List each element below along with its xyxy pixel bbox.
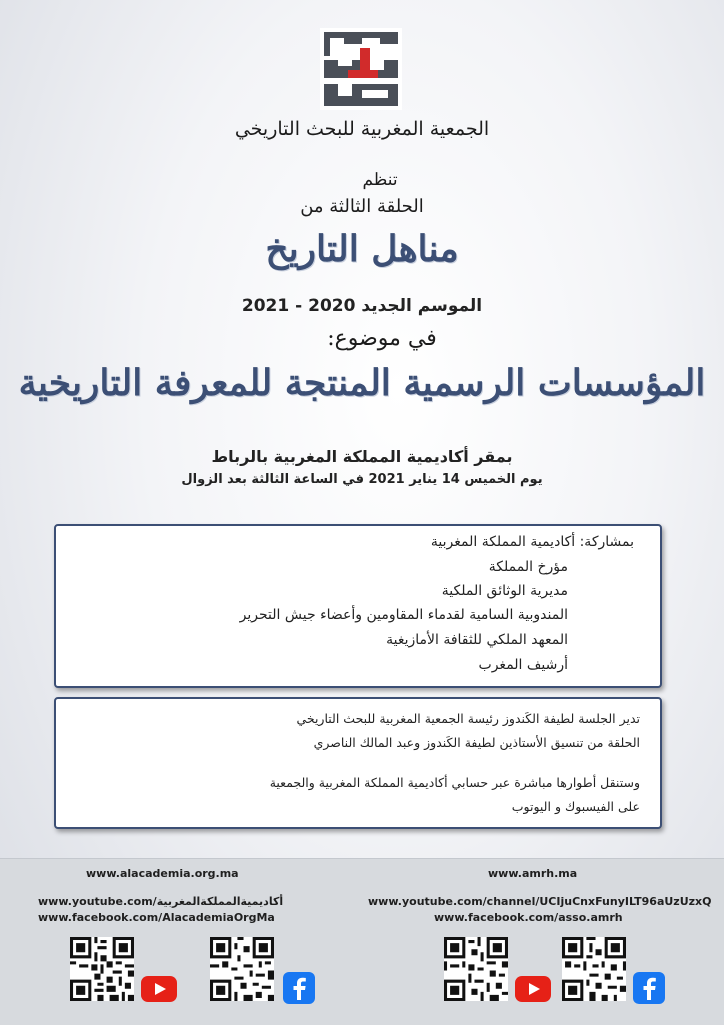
facebook-icon[interactable]	[632, 971, 666, 1005]
episode-label: الحلقة الثالثة من	[300, 196, 424, 217]
organizes-label: تنظم	[362, 170, 398, 190]
organization-name: الجمعية المغربية للبحث التاريخي	[234, 118, 490, 140]
series-title: مناهل التاريخ	[265, 228, 459, 270]
participant-item: مؤرخ المملكة	[488, 559, 568, 575]
session-chair: تدير الجلسة لطيفة الكَندوز رئيسة الجمعية المغربية للبحث التاريخي	[296, 711, 640, 726]
participant-item: أرشيف المغرب	[478, 657, 568, 673]
qr-code-icon[interactable]	[562, 937, 626, 1001]
academy-website-link[interactable]: www.alacademia.org.ma	[86, 867, 239, 880]
topic-intro: في موضوع:	[327, 326, 437, 351]
association-facebook-link[interactable]: www.facebook.com/asso.amrh	[434, 911, 623, 924]
association-youtube-link[interactable]: www.youtube.com/channel/UCIjuCnxFunyILT96aUzUzxQ	[368, 895, 712, 908]
participants-label: بمشاركة:	[579, 534, 634, 550]
event-datetime: يوم الخميس 14 يناير 2021 في الساعة الثالثة بعد الزوال	[181, 472, 543, 487]
participant-item: مديرية الوثائق الملكية	[441, 583, 568, 599]
broadcast-note-cont: على الفيسبوك و اليوتوب	[511, 799, 640, 814]
youtube-icon[interactable]	[514, 975, 552, 1003]
topic-title: المؤسسات الرسمية المنتجة للمعرفة التاريخية	[18, 362, 706, 404]
qr-code-icon[interactable]	[444, 937, 508, 1001]
moderation-box	[54, 697, 662, 829]
academy-facebook-link[interactable]: www.facebook.com/AlacademiaOrgMa	[38, 911, 275, 924]
qr-code-icon[interactable]	[210, 937, 274, 1001]
participant-item: المعهد الملكي للثقافة الأمازيغية	[386, 632, 568, 648]
qr-code-icon[interactable]	[70, 937, 134, 1001]
footer	[0, 858, 724, 1025]
venue: بمقر أكاديمية المملكة المغربية بالرباط	[211, 447, 513, 466]
participants-box	[54, 524, 662, 688]
academy-youtube-link[interactable]: www.youtube.com/أكاديميةالمملكةالمغربية	[38, 895, 284, 908]
participants-first-row	[431, 534, 634, 550]
facebook-icon[interactable]	[282, 971, 316, 1005]
participant-item: المندوبية السامية لقدماء المقاومين وأعضاء جيش التحرير	[239, 607, 568, 623]
session-coordination: الحلقة من تنسيق الأستاذين لطيفة الكَندوز وعبد المالك الناصري	[313, 735, 640, 750]
association-logo	[318, 26, 404, 112]
association-website-link[interactable]: www.amrh.ma	[488, 867, 578, 880]
youtube-icon[interactable]	[140, 975, 178, 1003]
broadcast-note: وستنقل أطوارها مباشرة عبر حسابي أكاديمية المملكة المغربية والجمعية	[269, 775, 640, 790]
participant-item: أكاديمية المملكة المغربية	[430, 534, 576, 550]
season-label: الموسم الجديد 2020 - 2021	[241, 296, 483, 316]
